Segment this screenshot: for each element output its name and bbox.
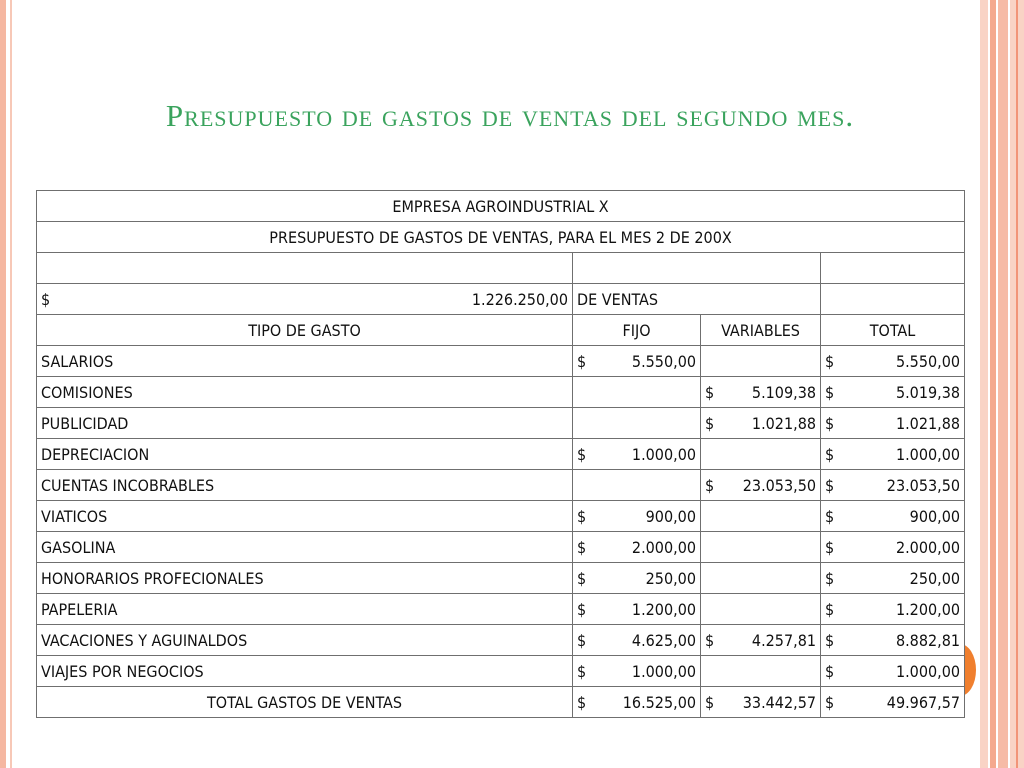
variable-amount-value: 4.257,81 xyxy=(751,630,816,650)
right-border-stripe-3 xyxy=(998,0,1008,768)
currency-symbol: $ xyxy=(705,413,715,433)
total-amount-value: 1.000,00 xyxy=(895,444,961,464)
right-border-line xyxy=(1016,0,1018,768)
total-label: TOTAL GASTOS DE VENTAS xyxy=(37,687,573,718)
variable-amount-value: 23.053,50 xyxy=(742,475,816,495)
total-amount xyxy=(821,346,965,377)
fixed-amount xyxy=(573,408,701,439)
fixed-amount xyxy=(573,346,701,377)
expense-type: PUBLICIDAD xyxy=(37,408,573,439)
total-amount-value: 23.053,50 xyxy=(886,475,961,495)
currency-symbol: $ xyxy=(577,351,587,371)
variable-amount xyxy=(701,563,821,594)
fixed-amount-value: 5.550,00 xyxy=(631,351,696,371)
expense-type: VIAJES POR NEGOCIOS xyxy=(37,656,573,687)
currency-symbol: $ xyxy=(705,630,715,650)
expense-type: HONORARIOS PROFECIONALES xyxy=(37,563,573,594)
currency-symbol: $ xyxy=(825,382,835,402)
fixed-amount xyxy=(573,532,701,563)
total-amount-value: 900,00 xyxy=(909,506,961,526)
header-total: TOTAL xyxy=(821,315,965,346)
total-row xyxy=(37,687,965,718)
total-variable-value: 33.442,57 xyxy=(742,692,816,712)
currency-symbol: $ xyxy=(825,568,835,588)
right-border-stripe-1 xyxy=(980,0,988,768)
total-amount xyxy=(821,408,965,439)
currency-symbol: $ xyxy=(825,413,835,433)
fixed-amount xyxy=(573,594,701,625)
currency-symbol: $ xyxy=(577,692,587,712)
total-amount xyxy=(821,656,965,687)
total-amount-value: 5.550,00 xyxy=(895,351,961,371)
left-border-stripe xyxy=(0,0,6,768)
sales-amount: 1.226.250,00 xyxy=(471,289,568,309)
variable-amount-value: 5.109,38 xyxy=(751,382,816,402)
variable-amount xyxy=(701,346,821,377)
sales-amount-cell xyxy=(37,284,573,315)
total-amount xyxy=(821,532,965,563)
currency-symbol: $ xyxy=(705,692,715,712)
total-amount xyxy=(821,594,965,625)
variable-amount xyxy=(701,532,821,563)
expense-type: SALARIOS xyxy=(37,346,573,377)
expense-row xyxy=(37,563,965,594)
variable-amount xyxy=(701,377,821,408)
sales-currency: $ xyxy=(41,289,51,309)
grand-total xyxy=(821,687,965,718)
currency-symbol: $ xyxy=(825,475,835,495)
expense-row xyxy=(37,532,965,563)
header-row xyxy=(37,315,965,346)
total-amount-value: 2.000,00 xyxy=(895,537,961,557)
currency-symbol: $ xyxy=(825,351,835,371)
expense-row xyxy=(37,377,965,408)
currency-symbol: $ xyxy=(825,537,835,557)
total-amount xyxy=(821,377,965,408)
variable-amount xyxy=(701,594,821,625)
expense-type: DEPRECIACION xyxy=(37,439,573,470)
budget-table xyxy=(36,190,965,718)
grand-total-value: 49.967,57 xyxy=(886,692,961,712)
header-fixed: FIJO xyxy=(573,315,701,346)
total-fixed-value: 16.525,00 xyxy=(622,692,696,712)
expense-type: PAPELERIA xyxy=(37,594,573,625)
total-amount-value: 1.021,88 xyxy=(895,413,961,433)
currency-symbol: $ xyxy=(825,444,835,464)
total-amount xyxy=(821,439,965,470)
total-variable xyxy=(701,687,821,718)
currency-symbol: $ xyxy=(577,661,587,681)
variable-amount xyxy=(701,625,821,656)
currency-symbol: $ xyxy=(577,630,587,650)
fixed-amount-value: 1.000,00 xyxy=(631,444,696,464)
left-border-line xyxy=(10,0,12,768)
variable-amount xyxy=(701,470,821,501)
fixed-amount-value: 2.000,00 xyxy=(631,537,696,557)
total-amount-value: 1.200,00 xyxy=(895,599,961,619)
currency-symbol: $ xyxy=(577,599,587,619)
fixed-amount xyxy=(573,439,701,470)
currency-symbol: $ xyxy=(577,506,587,526)
currency-symbol: $ xyxy=(825,599,835,619)
variable-amount xyxy=(701,408,821,439)
variable-amount-value: 1.021,88 xyxy=(751,413,816,433)
total-amount xyxy=(821,563,965,594)
expense-row xyxy=(37,625,965,656)
fixed-amount xyxy=(573,501,701,532)
currency-symbol: $ xyxy=(577,537,587,557)
variable-amount xyxy=(701,656,821,687)
fixed-amount xyxy=(573,563,701,594)
blank-row xyxy=(37,253,965,284)
variable-amount xyxy=(701,501,821,532)
currency-symbol: $ xyxy=(705,382,715,402)
total-amount-value: 250,00 xyxy=(909,568,961,588)
total-amount-value: 1.000,00 xyxy=(895,661,961,681)
expense-row xyxy=(37,470,965,501)
expense-row xyxy=(37,656,965,687)
fixed-amount xyxy=(573,377,701,408)
total-amount-value: 5.019,38 xyxy=(895,382,961,402)
sales-row xyxy=(37,284,965,315)
fixed-amount xyxy=(573,625,701,656)
currency-symbol: $ xyxy=(825,692,835,712)
fixed-amount xyxy=(573,470,701,501)
fixed-amount-value: 1.200,00 xyxy=(631,599,696,619)
expense-type: VIATICOS xyxy=(37,501,573,532)
company-row xyxy=(37,191,965,222)
currency-symbol: $ xyxy=(705,475,715,495)
currency-symbol: $ xyxy=(577,568,587,588)
currency-symbol: $ xyxy=(825,506,835,526)
variable-amount xyxy=(701,439,821,470)
budget-subtitle: PRESUPUESTO DE GASTOS DE VENTAS, PARA EL MES 2 DE 200X xyxy=(37,222,965,253)
expense-row xyxy=(37,439,965,470)
currency-symbol: $ xyxy=(825,661,835,681)
total-amount xyxy=(821,470,965,501)
right-border-stripe-2 xyxy=(990,0,996,768)
slide-title: Presupuesto de gastos de ventas del segundo mes. xyxy=(165,98,855,133)
expense-type: CUENTAS INCOBRABLES xyxy=(37,470,573,501)
expense-type: GASOLINA xyxy=(37,532,573,563)
company-name: EMPRESA AGROINDUSTRIAL X xyxy=(37,191,965,222)
fixed-amount-value: 4.625,00 xyxy=(631,630,696,650)
fixed-amount-value: 250,00 xyxy=(645,568,696,588)
total-amount-value: 8.882,81 xyxy=(895,630,961,650)
expense-row xyxy=(37,408,965,439)
total-amount xyxy=(821,501,965,532)
fixed-amount-value: 1.000,00 xyxy=(631,661,696,681)
expense-row xyxy=(37,501,965,532)
sales-label: DE VENTAS xyxy=(573,284,821,315)
header-type: TIPO DE GASTO xyxy=(37,315,573,346)
total-fixed xyxy=(573,687,701,718)
expense-row xyxy=(37,594,965,625)
currency-symbol: $ xyxy=(577,444,587,464)
total-amount xyxy=(821,625,965,656)
fixed-amount xyxy=(573,656,701,687)
subtitle-row xyxy=(37,222,965,253)
expense-type: COMISIONES xyxy=(37,377,573,408)
currency-symbol: $ xyxy=(825,630,835,650)
expense-type: VACACIONES Y AGUINALDOS xyxy=(37,625,573,656)
header-variable: VARIABLES xyxy=(701,315,821,346)
expense-row xyxy=(37,346,965,377)
fixed-amount-value: 900,00 xyxy=(645,506,696,526)
